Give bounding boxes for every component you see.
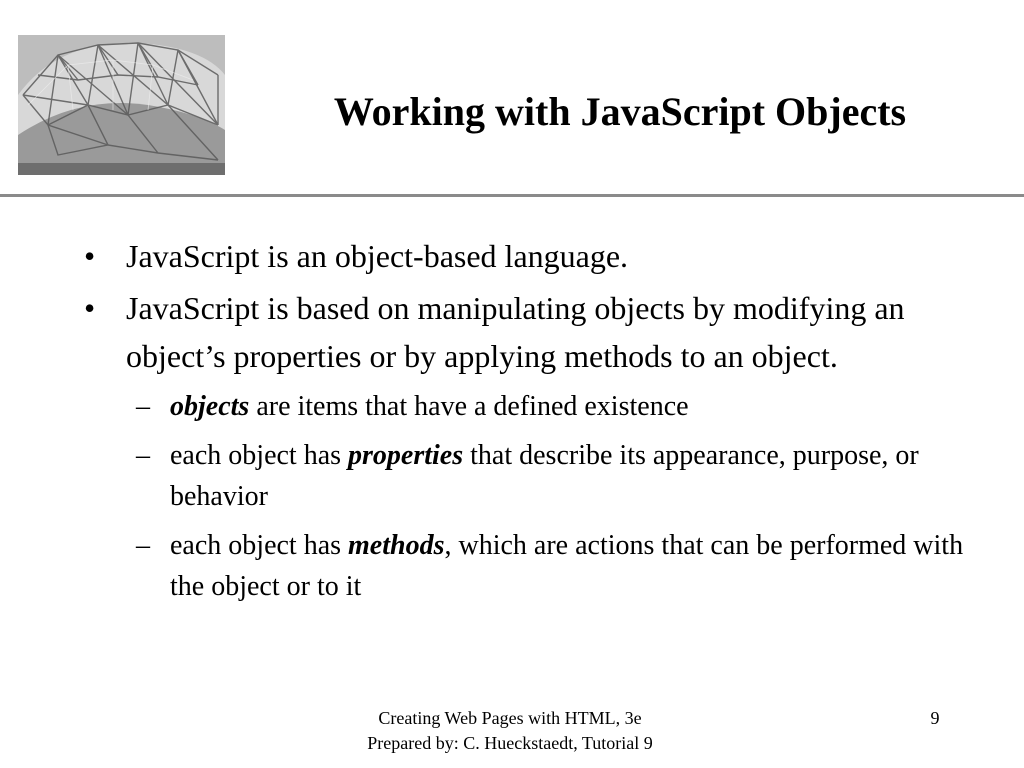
sub-bullet-text: that describe its appearance, purpose, or behavior — [170, 440, 919, 512]
bullet-marker: • — [84, 238, 96, 274]
dash-marker: – — [136, 530, 150, 561]
footer-line-author: Prepared by: C. Hueckstaedt, Tutorial 9 — [367, 733, 653, 753]
term-properties: properties — [348, 440, 464, 471]
page-number: 9 — [930, 708, 940, 728]
sub-bullet-item — [84, 386, 964, 427]
sub-bullet-item — [84, 525, 964, 607]
bullet-item — [84, 232, 964, 280]
title-divider — [0, 194, 1024, 197]
slide-title: Working with JavaScript Objects — [333, 89, 907, 134]
sub-bullet-prefix: each object has — [170, 440, 349, 471]
bullet-marker: • — [84, 290, 96, 326]
sub-bullet-item — [84, 435, 964, 517]
geodesic-dome-image — [18, 35, 225, 175]
term-methods: methods — [348, 530, 445, 561]
bullet-text: JavaScript is based on manipulating objects by modifying an object’s properties or by applying methods to an object. — [126, 290, 905, 374]
dash-marker: – — [136, 391, 150, 422]
dash-marker: – — [136, 440, 150, 471]
sub-bullet-text: , which are actions that can be performed with the object or to it — [170, 530, 964, 602]
bullet-text: JavaScript is an object-based language. — [126, 238, 629, 274]
term-objects: objects — [170, 391, 250, 422]
footer-line-course: Creating Web Pages with HTML, 3e — [378, 708, 642, 728]
slide-body — [84, 232, 964, 615]
bullet-item — [84, 284, 964, 380]
slide-footer — [330, 706, 690, 756]
sub-bullet-prefix: each object has — [170, 530, 349, 561]
sub-bullet-text: are items that have a defined existence — [249, 391, 689, 422]
